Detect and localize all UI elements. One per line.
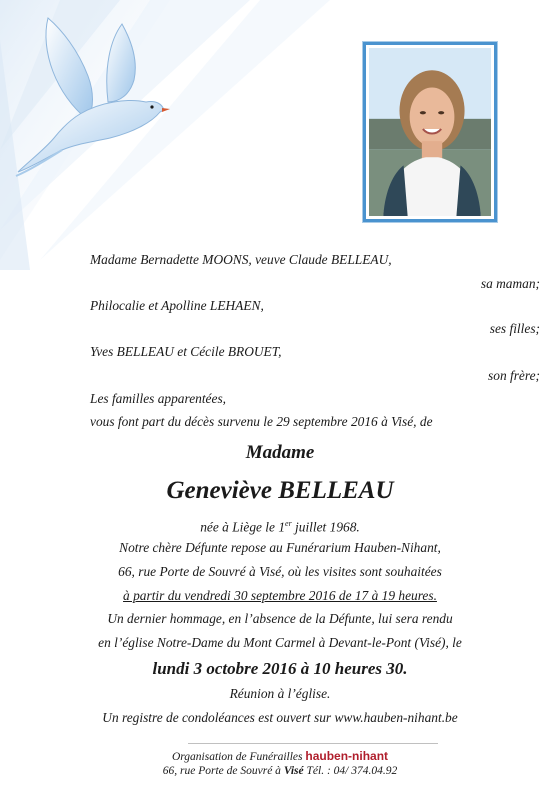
honorific: Madame xyxy=(245,442,315,463)
family-role-daughters: ses filles; xyxy=(489,321,540,336)
portrait-frame xyxy=(363,42,497,222)
family-line-relatives: Les familles apparentées, xyxy=(90,391,226,406)
family-role-brother: son frère; xyxy=(488,368,540,383)
family-line-brother: Yves BELLEAU et Cécile BROUET, xyxy=(90,344,282,359)
family-line-daughters: Philocalie et Apolline LEHAEN, xyxy=(90,298,264,313)
visit-hours: à partir du vendredi 30 septembre 2016 de 17 à 19 heures. xyxy=(123,588,437,603)
footer-address-prefix: 66, rue Porte de Souvré à xyxy=(162,765,281,777)
condolence-registry: Un registre de condoléances est ouvert sur www.hauben-nihant.be xyxy=(102,710,458,725)
brand-logo-text: hauben-nihant xyxy=(305,749,389,763)
rest-line-2: 66, rue Porte de Souvré à Visé, où les visites sont souhaitées xyxy=(118,564,442,579)
dove-icon xyxy=(10,10,170,180)
birth-suffix: juillet 1968. xyxy=(291,519,360,535)
ceremony-date: lundi 3 octobre 2016 à 10 heures 30. xyxy=(152,659,408,678)
portrait-photo xyxy=(369,48,491,216)
footer-organisation xyxy=(0,749,560,763)
hommage-line-2: en l’église Notre-Dame du Mont Carmel à Devant-le-Pont (Visé), le xyxy=(98,635,462,650)
footer-address xyxy=(0,765,560,777)
footer-divider xyxy=(188,743,438,744)
footer-address-city: Visé xyxy=(283,765,304,777)
family-role-mother: sa maman; xyxy=(480,276,540,291)
deceased-name: Geneviève BELLEAU xyxy=(166,477,394,504)
footer-phone: Tél. : 04/ 374.04.92 xyxy=(306,765,398,777)
footer-org-label: Organisation de Funérailles xyxy=(171,751,303,763)
birth-line xyxy=(0,516,560,535)
announcement-text: vous font part du décès survenu le 29 septembre 2016 à Visé, de xyxy=(90,414,433,429)
family-line-mother: Madame Bernadette MOONS, veuve Claude BELLEAU, xyxy=(90,252,392,267)
birth-prefix: née à Liège le 1 xyxy=(200,519,286,535)
birth-superscript: er xyxy=(285,519,292,528)
hommage-line-1: Un dernier hommage, en l’absence de la Défunte, lui sera rendu xyxy=(107,611,453,626)
reunion-note: Réunion à l’église. xyxy=(229,686,331,701)
rest-line-1: Notre chère Défunte repose au Funérarium Hauben-Nihant, xyxy=(119,540,441,555)
